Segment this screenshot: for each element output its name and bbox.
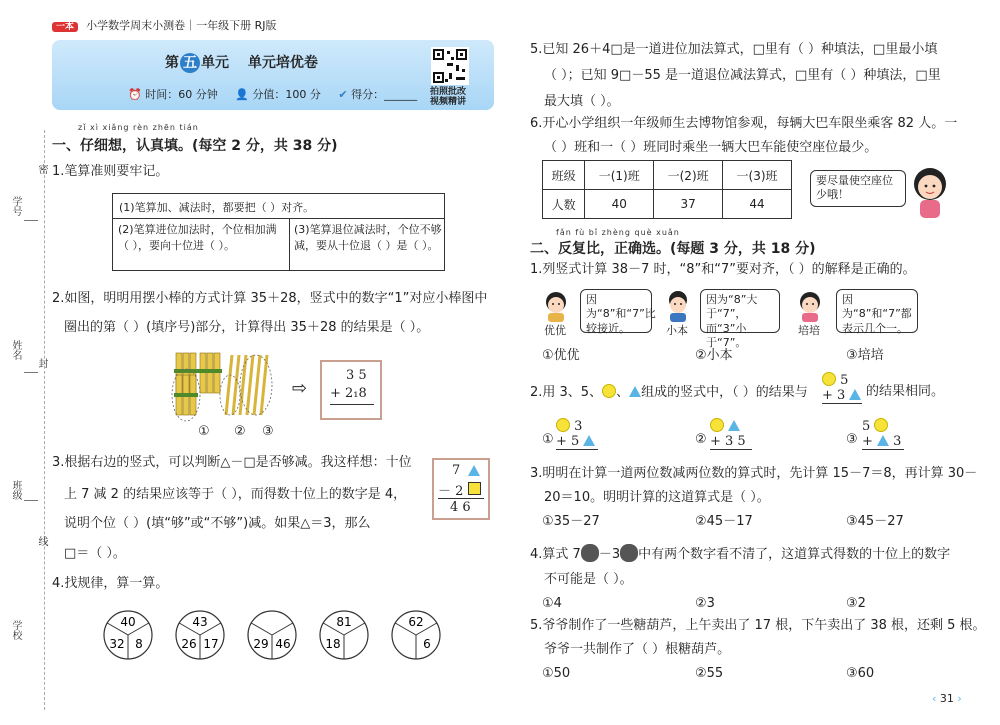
s2q1-option-3[interactable]: ③培培 <box>846 348 884 363</box>
header <box>52 17 277 33</box>
unit-heading: 第 五 单元 单元培优卷 <box>165 55 318 71</box>
s2q5-option-2[interactable]: ②55 <box>695 666 724 681</box>
s2q5-option-3[interactable]: ③60 <box>846 666 875 681</box>
s2q2-option-1-calc[interactable]: 3 + 5 <box>556 418 598 450</box>
calc-line <box>822 403 862 404</box>
table-cell: 一(2)班 <box>654 161 723 190</box>
youyou-avatar-icon <box>542 290 570 322</box>
table-cell: 一(3)班 <box>723 161 792 190</box>
triangle-icon <box>468 465 480 476</box>
table-row <box>543 190 792 219</box>
q6-line2: （ ）班和一（ ）班同时乘坐一辆大巴车能使空座位最少。 <box>544 140 878 155</box>
triangle-icon <box>583 435 595 446</box>
pie-diagrams <box>100 605 480 665</box>
s2q4-option-2[interactable]: ②3 <box>695 596 715 611</box>
pie-diagram <box>392 611 440 659</box>
s2q2-option-3-label[interactable]: ③ <box>846 432 858 447</box>
q2-calc-mid: + 2₁8 <box>330 386 367 401</box>
s2q5-line1: 5.爷爷制作了一些糖葫芦，上午卖出了 17 根，下午卖出了 38 根，还剩 5 根。 <box>530 618 986 633</box>
pie-top-value: 62 <box>408 615 424 629</box>
pie-top-value: 81 <box>336 615 352 629</box>
q1-rule-2: (2)笔算进位加法时，个位相加满（ ），要向十位进（ ）。 <box>118 223 277 252</box>
triangle-icon <box>877 435 889 446</box>
q2-label-3: ③ <box>262 424 274 439</box>
margin-class: 班级 <box>10 480 21 500</box>
margin-student-no: 学号 <box>10 196 21 216</box>
margin-underline <box>24 500 38 501</box>
girl-avatar-icon <box>908 162 952 220</box>
q4-text: 4.找规律，算一算。 <box>52 576 169 591</box>
unit-number-badge: 五 <box>180 53 200 73</box>
class-size-table <box>542 160 792 219</box>
q3-line2: 上 7 减 2 的结果应该等于（ ），而得数十位上的数字是 4， <box>64 487 407 502</box>
sticks-bundles-figure <box>170 345 280 425</box>
circle-icon <box>710 418 724 432</box>
pie-right-value: 17 <box>203 637 219 651</box>
q6-speech-bubble: 要尽量使空座位少哦！ <box>810 170 906 207</box>
s2q5-line2: 爷爷一共制作了（ ）根糖葫芦。 <box>544 642 731 657</box>
chevron-left-icon: ‹ <box>932 692 937 705</box>
arrow-right-icon: ⇨ <box>292 378 308 399</box>
table-cell: 40 <box>585 190 654 219</box>
pie-diagram <box>248 611 296 659</box>
table-cell: 人数 <box>543 190 585 219</box>
score-label: 分值：100 分 <box>252 88 321 101</box>
peipei-bubble: 因为“8”和“7”都表示几个一。 <box>836 289 918 333</box>
s2q3-option-1[interactable]: ①35－27 <box>542 514 600 529</box>
margin-underline <box>24 220 38 221</box>
circle-icon <box>602 384 616 398</box>
q1-rules-box <box>112 193 445 271</box>
pie-right-value: 46 <box>275 637 291 651</box>
s2q4-option-1[interactable]: ①4 <box>542 596 562 611</box>
clock-icon: ⏰ <box>128 88 142 101</box>
calc-line <box>710 449 752 450</box>
q4-pies <box>100 605 480 665</box>
unit-title: 单元培优卷 <box>247 55 318 71</box>
ink-blot-icon <box>620 544 638 562</box>
s2q4-line2: 不可能是（ ）。 <box>544 572 633 587</box>
page-number: ‹ 31 › <box>932 692 962 705</box>
q2-label-1: ① <box>198 424 210 439</box>
pie-top-value: 40 <box>120 615 136 629</box>
pie-diagram <box>320 611 368 659</box>
circle-icon <box>874 418 888 432</box>
s2q2-text-tail: 的结果相同。 <box>866 384 945 399</box>
calc-line <box>862 449 904 450</box>
s2q2-text: 2.用 3、5、 、 组成的竖式中，（ ）的结果与 <box>530 385 808 400</box>
s2q1-text: 1.列竖式计算 38－7 时，“8”和“7”要对齐，（ ）的解释是正确的。 <box>530 262 916 277</box>
circle-icon <box>556 418 570 432</box>
margin-name: 姓名 <box>10 340 21 360</box>
margin-seal-2: 封 <box>36 358 47 368</box>
s2q2-option-2-label[interactable]: ② <box>695 432 707 447</box>
xiaoben-bubble: 因为“8”大于“7”，而“3”小于“7”。 <box>700 289 780 333</box>
q5-line3: 最大填（ ）。 <box>544 94 620 109</box>
q3-calc-result: 4 6 <box>450 500 471 515</box>
ink-blot-icon <box>581 544 599 562</box>
q1-rule-3: (3)笔算退位减法时，个位不够减，要从十位退（ ）是（ ）。 <box>294 223 442 252</box>
s2q1-option-1[interactable]: ①优优 <box>542 348 580 363</box>
time-label: 时间：60 分钟 <box>145 88 218 101</box>
banner-meta <box>128 86 417 102</box>
check-icon: ✔ <box>338 88 348 101</box>
pie-top-value: 43 <box>192 615 208 629</box>
q1-box-divider <box>289 218 290 270</box>
section2-title: 二、反复比，正确选。(每题 3 分，共 18 分) <box>530 241 816 257</box>
qr-caption: 拍照批改 视频精讲 <box>430 87 467 107</box>
q1-text: 1.笔算准则要牢记。 <box>52 164 169 179</box>
q1-box-divider <box>113 218 444 219</box>
pie-diagram <box>104 611 152 659</box>
q2-calc-line <box>330 404 374 405</box>
header-title: 小学数学周末小测卷｜一年级下册 RJ版 <box>86 19 277 32</box>
s2q3-line1: 3.明明在计算一道两位数减两位数的算式时，先计算 15－7＝8，再计算 30－ <box>530 466 978 481</box>
s2q2-option-1-label[interactable]: ① <box>542 432 554 447</box>
q3-calc-mid: － 2 <box>438 484 464 499</box>
q3-calc-line <box>438 498 484 499</box>
margin-seal-1: 密 <box>36 164 47 174</box>
s2q2-reference-calc: 5 + 3 <box>822 372 862 404</box>
s2q2-option-3-calc[interactable]: 5 + 3 <box>862 418 904 450</box>
calc-line <box>556 449 598 450</box>
section1-title: 一、仔细想，认真填。(每空 2 分，共 38 分) <box>52 138 338 154</box>
pie-left-value: 18 <box>325 637 341 651</box>
s2q2-option-2-calc[interactable]: + 3 5 <box>710 418 752 450</box>
q3-calc-top: 7 <box>452 463 461 478</box>
peipei-avatar-icon <box>796 290 824 322</box>
triangle-icon <box>728 420 740 431</box>
youyou-name: 优优 <box>544 324 566 337</box>
q2-line1: 2.如图，明明用摆小棒的方式计算 35＋28，竖式中的数字“1”对应小棒图中 <box>52 291 488 306</box>
q1-rule-1: (1)笔算加、减法时，都要把（ ）对齐。 <box>119 201 315 214</box>
s2q1-option-2[interactable]: ②小本 <box>695 348 733 363</box>
margin-fold-line <box>44 130 45 710</box>
q3-line3: 说明个位（ ）(填“够”或“不够”)减。如果△＝3，那么 <box>64 516 371 531</box>
pie-right-value: 8 <box>135 637 143 651</box>
pie-left-value: 29 <box>253 637 269 651</box>
chevron-right-icon: › <box>957 692 962 705</box>
margin-seal-3: 线 <box>36 536 47 546</box>
s2q4-line1: 4.算式 7 －3 中有两个数字看不清了，这道算式得数的十位上的数字 <box>530 544 950 563</box>
q2-calc-top: 3 5 <box>346 368 367 383</box>
got-score-field: 得分：______ <box>351 88 418 101</box>
q3-line1: 3.根据右边的竖式，可以判断△－□是否够减。我这样想：十位 <box>52 455 412 470</box>
peipei-name: 培培 <box>798 324 820 337</box>
s2q3-line2: 20＝10。明明计算的这道算式是（ ）。 <box>544 490 770 505</box>
table-cell: 37 <box>654 190 723 219</box>
s2q3-option-2[interactable]: ②45－17 <box>695 514 753 529</box>
q5-line1: 5.已知 26＋4□是一道进位加法算式，□里有（ ）种填法，□里最小填 <box>530 42 938 57</box>
xiaoben-name: 小本 <box>666 324 688 337</box>
s2q5-option-1[interactable]: ①50 <box>542 666 571 681</box>
qr-code-icon[interactable] <box>431 47 469 85</box>
xiaoben-avatar-icon <box>664 290 692 322</box>
pie-left-value: 26 <box>181 637 197 651</box>
q6-line1: 6.开心小学组织一年级师生去博物馆参观，每辆大巴车限坐乘客 82 人。一 <box>530 116 958 131</box>
youyou-bubble: 因为“8”和“7”比较接近。 <box>580 289 652 333</box>
q3-vertical-calc <box>432 458 490 520</box>
triangle-icon <box>849 389 861 400</box>
triangle-icon <box>629 386 641 397</box>
person-icon: 👤 <box>235 88 249 101</box>
q2-vertical-calc <box>320 360 382 420</box>
table-cell: 44 <box>723 190 792 219</box>
pie-diagram <box>176 611 224 659</box>
q2-label-2: ② <box>234 424 246 439</box>
square-icon <box>468 482 481 495</box>
margin-school: 学校 <box>10 620 21 640</box>
q3-line4: □＝（ ）。 <box>64 546 126 561</box>
table-cell: 一(1)班 <box>585 161 654 190</box>
section1-pinyin: zǐ xì xiǎng rèn zhēn tián <box>78 123 199 132</box>
brand-logo: 一本 <box>52 22 78 32</box>
table-cell: 班级 <box>543 161 585 190</box>
circle-icon <box>822 372 836 386</box>
q5-line2: （ ）；已知 9□－55 是一道退位减法算式，□里有（ ）种填法，□里 <box>544 68 941 83</box>
pie-right-value: 6 <box>423 637 431 651</box>
table-row <box>543 161 792 190</box>
margin-underline <box>24 372 38 373</box>
s2q3-option-3[interactable]: ③45－27 <box>846 514 904 529</box>
pie-left-value: 32 <box>109 637 125 651</box>
s2q4-option-3[interactable]: ③2 <box>846 596 866 611</box>
q2-line2: 圈出的第（ ）(填序号)部分，计算得出 35＋28 的结果是（ ）。 <box>64 320 430 335</box>
section2-pinyin: fǎn fù bǐ zhèng què xuǎn <box>556 228 680 237</box>
